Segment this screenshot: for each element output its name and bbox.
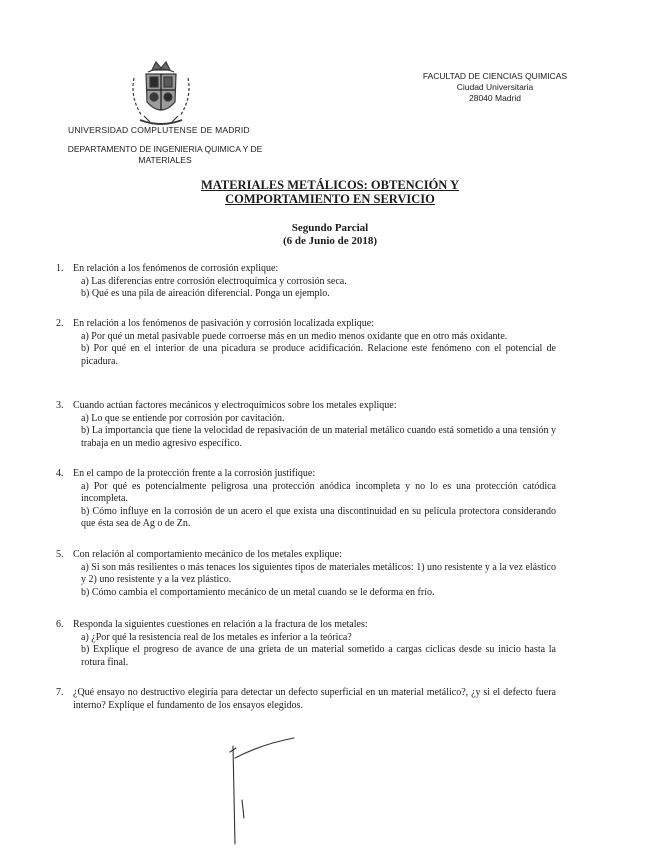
question-item: b) Cómo cambia el comportamiento mecánico de un metal cuando se le deforma en frío. [81, 586, 435, 598]
exam-subtitle [150, 222, 510, 248]
exam-part: Segundo Parcial [291, 222, 369, 234]
exam-date: (6 de Junio de 2018) [282, 235, 378, 247]
question-text: En el campo de la protección frente a la corrosión justifique: [73, 468, 316, 479]
question-item: a) Si son más resilientes o más tenaces los siguientes tipos de materiales metálicos: 1) uno resistente y a la vez elástico y 2) uno resistente y a la vez plástico. [81, 561, 556, 586]
signature [222, 728, 322, 846]
university-seal [128, 58, 194, 130]
question-item: b) Por qué en el interior de una picadura se produce acidificación. Relacione este fenómeno con el potencial de picadura. [81, 343, 556, 367]
question [56, 619, 556, 669]
question-number: 7. [56, 687, 64, 698]
question [56, 687, 556, 712]
question-text: En relación a los fenómenos de pasivación y corrosión localizada explique: [73, 318, 375, 329]
address-line: 28040 Madrid [469, 93, 521, 103]
faculty-name: FACULTAD DE CIENCIAS QUIMICAS [422, 71, 568, 81]
question-item: b) Qué es una pila de aireación diferencial. Ponga un ejemplo. [81, 288, 330, 300]
address-line: Ciudad Universitaria [456, 82, 534, 92]
question-number: 4. [56, 468, 64, 479]
question-item: b) La importancia que tiene la velocidad de repasivación de un material metálico cuando está sometido a una tensión y trabaja en un medio agresivo específico. [81, 425, 556, 449]
question-number: 3. [56, 400, 64, 411]
question-text: Con relación al comportamiento mecánico de los metales explique: [73, 549, 342, 560]
question-item: a) ¿Por qué la resistencia real de los metales es inferior a la teórica? [81, 631, 352, 643]
question-item: a) Las diferencias entre corrosión electroquímica y corrosión seca. [81, 275, 347, 287]
question-number: 2. [56, 318, 64, 329]
question-text: ¿Qué ensayo no destructivo elegiría para detectar un defecto superficial en un material metálico?, ¿y si el defecto fuera interno? Explique el fundamento de los ensayos elegidos. [73, 687, 556, 711]
question [56, 318, 556, 368]
university-name: UNIVERSIDAD COMPLUTENSE DE MADRID [68, 125, 250, 135]
question-number: 5. [56, 549, 64, 560]
question-item: a) Por qué un metal pasivable puede corroerse más en un medio menos oxidante que en otro más oxidante. [81, 330, 508, 342]
exam-title: MATERIALES METÁLICOS: OBTENCIÓN Y COMPORTAMIENTO EN SERVICIO [200, 178, 460, 206]
question [56, 400, 556, 450]
question-text: Cuando actúan factores mecánicos y electroquímicos sobre los metales explique: [73, 400, 397, 411]
question-item: a) Lo que se entiende por corrosión por cavitación. [81, 412, 285, 424]
question-item: a) Por qué es potencialmente peligrosa una protección anódica incompleta y no lo es una protección catódica incompleta. [81, 480, 556, 505]
question-item: b) Cómo influye en la corrosión de un acero el que exista una discontinuidad en su película protectora considerando que ésta sea de Ag o de Zn. [81, 505, 556, 530]
faculty-address [395, 71, 595, 104]
question-item: b) Explique el progreso de avance de una grieta de un material sometido a cargas cíclicas desde su inicio hasta la rotura final. [81, 644, 556, 668]
question-number: 1. [56, 263, 64, 274]
question-text: Responda la siguientes cuestiones en relación a la fractura de los metales: [73, 619, 368, 630]
question-number: 6. [56, 619, 64, 630]
question [56, 549, 556, 599]
question-text: En relación a los fenómenos de corrosión explique: [73, 263, 279, 274]
question [56, 263, 556, 301]
question [56, 468, 556, 531]
department-name: DEPARTAMENTO DE INGENIERIA QUIMICA Y DE MATERIALES [67, 144, 263, 165]
